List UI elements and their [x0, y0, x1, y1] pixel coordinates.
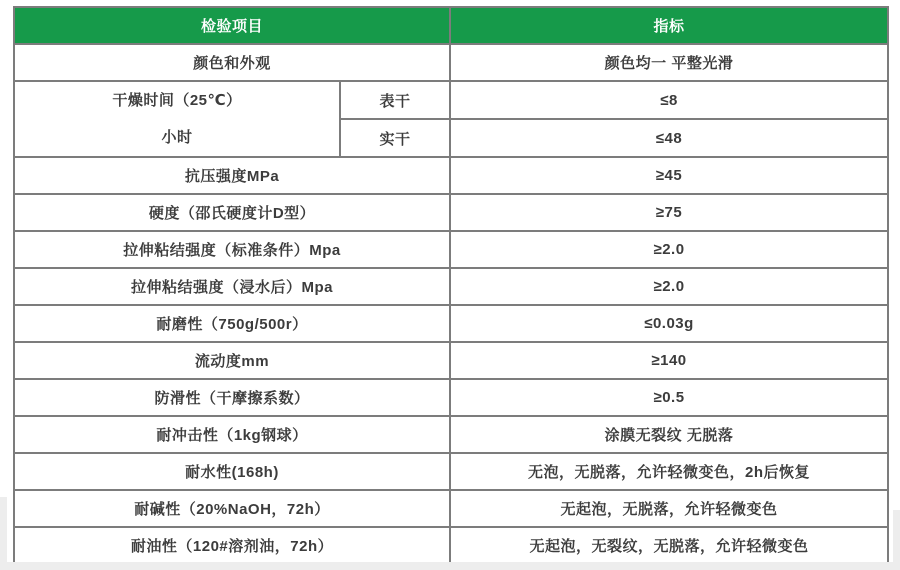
page-edge-shade-left: [0, 497, 7, 570]
row-label-anti-slip: 防滑性（干摩擦系数）: [14, 379, 450, 416]
row-label-compressive-strength: 抗压强度MPa: [14, 157, 450, 194]
row-value-abrasion-resistance: ≤0.03g: [450, 305, 888, 342]
row-value-anti-slip: ≥0.5: [450, 379, 888, 416]
page-edge-shade-right: [893, 510, 900, 570]
table-row: [14, 81, 888, 119]
row-label-appearance: 颜色和外观: [14, 44, 450, 81]
row-label-tensile-bond-standard: 拉伸粘结强度（标准条件）Mpa: [14, 231, 450, 268]
row-value-impact-resistance: 涂膜无裂纹 无脱落: [450, 416, 888, 453]
table-row: [14, 268, 888, 305]
row-value-tensile-bond-immersed: ≥2.0: [450, 268, 888, 305]
header-items-column: 检验项目: [14, 7, 450, 44]
table-row: [14, 231, 888, 268]
table-row: [14, 305, 888, 342]
table-row: [14, 44, 888, 81]
header-row: [14, 7, 888, 44]
row-value-hardness: ≥75: [450, 194, 888, 231]
row-label-tensile-bond-immersed: 拉伸粘结强度（浸水后）Mpa: [14, 268, 450, 305]
row-label-oil-resistance: 耐油性（120#溶剂油，72h）: [14, 527, 450, 564]
row-label-fluidity: 流动度mm: [14, 342, 450, 379]
table-row: [14, 342, 888, 379]
header-spec-column: 指标: [450, 7, 888, 44]
row-value-oil-resistance: 无起泡，无裂纹，无脱落，允许轻微变色: [450, 527, 888, 564]
row-label-hardness: 硬度（邵氏硬度计D型）: [14, 194, 450, 231]
table-row: [14, 194, 888, 231]
row-label-impact-resistance: 耐冲击性（1kg钢球）: [14, 416, 450, 453]
row-label-alkali-resistance: 耐碱性（20%NaOH，72h）: [14, 490, 450, 527]
row-value-alkali-resistance: 无起泡，无脱落，允许轻微变色: [450, 490, 888, 527]
row-value-water-resistance: 无泡，无脱落，允许轻微变色，2h后恢复: [450, 453, 888, 490]
row-value-appearance: 颜色均一 平整光滑: [450, 44, 888, 81]
drying-label-line1: 干燥时间（25℃）: [112, 92, 242, 109]
table-row: [14, 490, 888, 527]
row-value-compressive-strength: ≥45: [450, 157, 888, 194]
table-row: [14, 379, 888, 416]
spec-table: [13, 6, 889, 565]
table-row: [14, 157, 888, 194]
table-row: [14, 416, 888, 453]
row-value-hard-dry: ≤48: [450, 119, 888, 157]
row-label-abrasion-resistance: 耐磨性（750g/500r）: [14, 305, 450, 342]
row-value-tensile-bond-standard: ≥2.0: [450, 231, 888, 268]
row-label-water-resistance: 耐水性(168h): [14, 453, 450, 490]
row-label-drying-time: [14, 81, 340, 157]
table-row: [14, 453, 888, 490]
sub-label-hard-dry: 实干: [340, 119, 450, 157]
row-value-fluidity: ≥140: [450, 342, 888, 379]
row-value-surface-dry: ≤8: [450, 81, 888, 119]
page-edge-shade-bottom: [0, 562, 900, 570]
sub-label-surface-dry: 表干: [340, 81, 450, 119]
table-row: [14, 527, 888, 564]
drying-label-line2: 小时: [161, 129, 193, 146]
